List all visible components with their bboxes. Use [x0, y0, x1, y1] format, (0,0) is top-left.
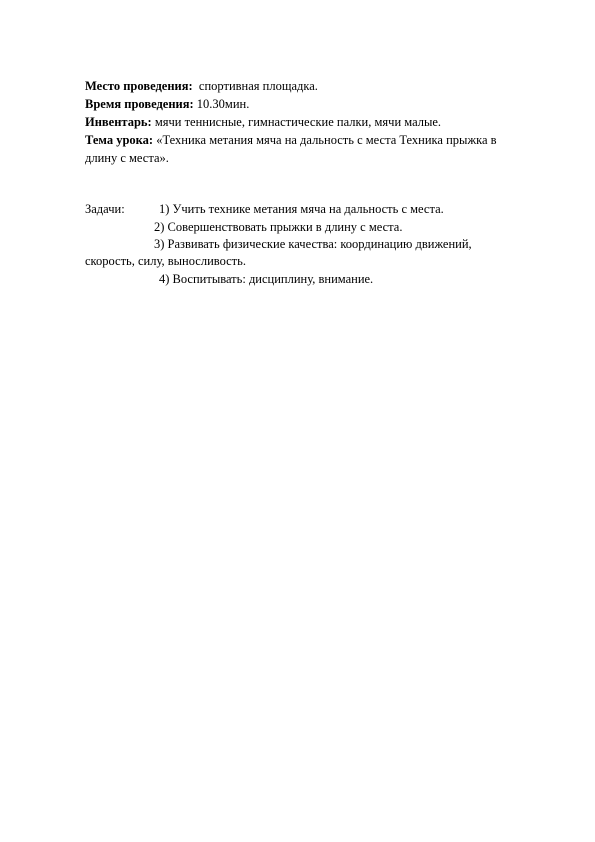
- tasks-label: Задачи:: [85, 202, 125, 216]
- topic-label: Тема урока:: [85, 133, 154, 147]
- place-label: Место проведения:: [85, 79, 193, 93]
- place-value: спортивная площадка.: [192, 79, 318, 93]
- inventory-label: Инвентарь:: [85, 115, 152, 129]
- topic-value-line2: длину с места».: [85, 151, 169, 165]
- task-item-continuation: скорость, силу, выносливость.: [85, 254, 246, 268]
- inventory-line: [85, 113, 441, 131]
- task-item: 4) Воспитывать: дисциплину, внимание.: [159, 272, 374, 286]
- task-item: 3) Развивать физические качества: координацию движений,: [154, 237, 472, 251]
- time-value: 10.30мин.: [193, 97, 250, 111]
- time-label: Время проведения:: [85, 97, 194, 111]
- topic-value-line1: «Техника метания мяча на дальность с места Техника прыжка в: [153, 133, 497, 147]
- task-item: 1) Учить технике метания мяча на дальность с места.: [159, 202, 444, 216]
- topic-line: [85, 131, 497, 149]
- place-line: [85, 77, 318, 95]
- inventory-value: мячи теннисные, гимнастические палки, мячи малые.: [151, 115, 442, 129]
- task-item: 2) Совершенствовать прыжки в длину с места.: [154, 220, 403, 234]
- time-line: [85, 95, 249, 113]
- topic-continuation: [85, 149, 169, 167]
